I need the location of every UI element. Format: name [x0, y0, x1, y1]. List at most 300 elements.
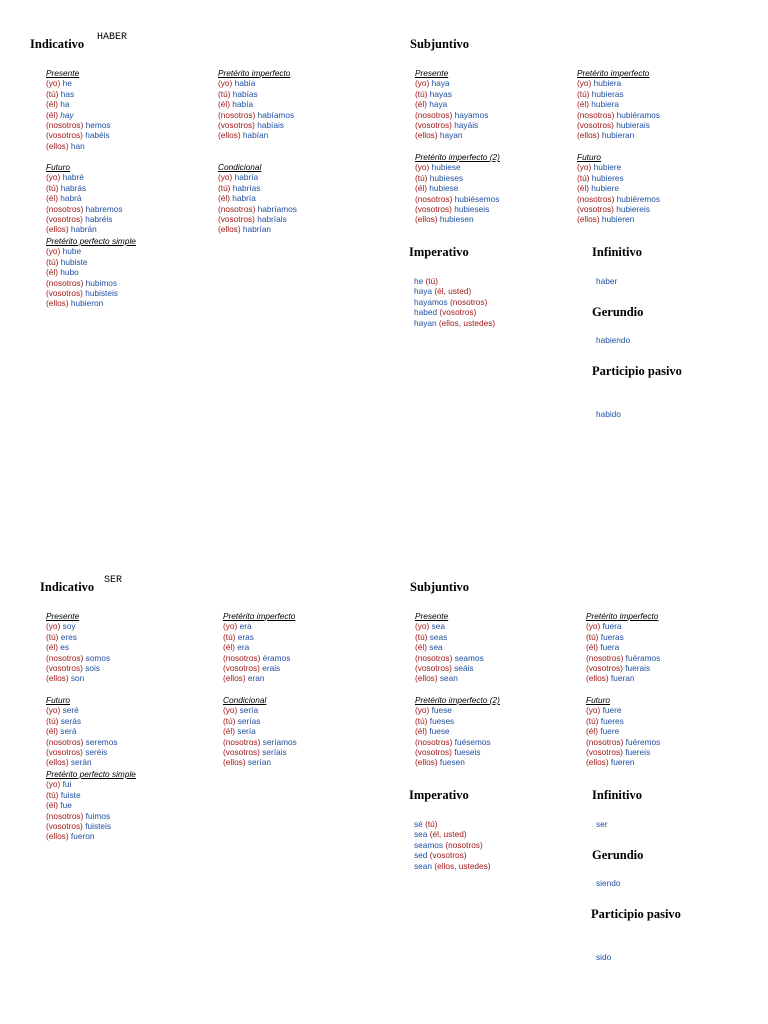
pronoun: (vosotros): [223, 747, 260, 758]
conjugation-row: [415, 214, 500, 224]
conjugation-row: [46, 673, 110, 683]
conjugation-row: [46, 800, 136, 810]
conjugation-row: [586, 632, 660, 642]
verb-form: ha: [60, 99, 70, 110]
pronoun: (yo): [46, 705, 61, 716]
tense-title: Pretérito perfecto simple: [46, 236, 136, 246]
verb-form: sea: [414, 829, 428, 840]
verb-form: hubierais: [616, 120, 650, 131]
infinitivo-heading: Infinitivo: [592, 788, 643, 802]
tense-title: Pretérito imperfecto: [223, 611, 296, 621]
verb-form: han: [70, 140, 85, 151]
conjugation-row: [577, 110, 660, 120]
verb-form: eran: [247, 673, 265, 684]
verb-form: fuera: [602, 621, 622, 632]
conj-block: [577, 152, 660, 225]
conjugation-row: [46, 821, 136, 831]
pronoun: (ellos): [46, 757, 69, 768]
conjugation-row: [46, 257, 136, 267]
conjugation-row: [46, 737, 118, 747]
conjugation-row: [415, 89, 488, 99]
conjugation-row: [46, 790, 136, 800]
pronoun: (ellos): [46, 673, 69, 684]
pronoun: (yo): [46, 78, 61, 89]
verb-form: fue: [60, 800, 72, 811]
conjugation-row: [577, 162, 660, 172]
verb-form: he: [414, 276, 424, 286]
pronoun: (vosotros): [429, 850, 467, 861]
verb-form: fueres: [600, 715, 624, 726]
verb-form: hubisteis: [85, 288, 118, 299]
tense-title: Futuro: [586, 695, 610, 705]
pronoun: (él): [46, 800, 58, 811]
verb-form: seríamos: [262, 736, 297, 747]
pronoun: (él): [577, 183, 589, 194]
imperativo-block: [414, 819, 491, 871]
pronoun: (yo): [46, 621, 61, 632]
tense-title: Pretérito imperfecto (2): [415, 152, 500, 162]
pronoun: (él): [415, 726, 427, 737]
conjugation-row: [46, 204, 123, 214]
pronoun: (tú): [46, 715, 59, 726]
pronoun: (yo): [415, 621, 430, 632]
verb-form: fui: [62, 779, 72, 790]
tense-title: Presente: [46, 68, 80, 78]
verb-form: habían: [242, 130, 269, 141]
conjugation-row: [415, 737, 500, 747]
verb-form: hubiésemos: [454, 193, 500, 204]
conj-block: [586, 695, 660, 768]
imperativo-row: [414, 297, 495, 307]
verb-form: haya: [431, 78, 450, 89]
conjugation-row: [223, 642, 295, 652]
verb-form: fueren: [610, 757, 635, 768]
conjugation-row: [46, 141, 111, 151]
conjugation-row: [577, 130, 660, 140]
conjugation-row: [46, 642, 110, 652]
pronoun: (vosotros): [586, 747, 623, 758]
verb-form: fuesen: [439, 757, 465, 768]
pronoun: (ellos): [223, 757, 246, 768]
pronoun: (tú): [46, 789, 59, 800]
pronoun: (yo): [415, 162, 430, 173]
conjugation-row: [415, 173, 500, 183]
conjugation-row: [586, 747, 660, 757]
imperativo-row: [414, 850, 491, 860]
conjugation-row: [46, 726, 118, 736]
conjugation-row: [46, 278, 136, 288]
pronoun: (él): [46, 726, 58, 737]
verb-form: eras: [237, 631, 254, 642]
pronoun: (tú): [425, 276, 438, 286]
verb-form: fuerais: [625, 663, 651, 674]
verb-form: somos: [85, 652, 111, 663]
verb-form: es: [60, 642, 70, 653]
conjugation-row: [223, 747, 297, 757]
conjugation-row: [46, 621, 110, 631]
conjugation-row: [415, 78, 488, 88]
verb-form: habíais: [257, 120, 284, 131]
verb-form: habrían: [242, 224, 272, 235]
pronoun: (tú): [46, 256, 59, 267]
pronoun: (vosotros): [218, 120, 255, 131]
verb-form: habría: [234, 172, 259, 183]
pronoun: (vosotros): [46, 130, 83, 141]
conjugation-row: [415, 120, 488, 130]
conjugation-row: [46, 214, 123, 224]
verb-form: seréis: [85, 747, 108, 758]
conj-block: [415, 68, 488, 141]
verb-form: hubieseis: [454, 204, 490, 215]
conjugation-row: [415, 757, 500, 767]
conjugation-row: [218, 89, 294, 99]
pronoun: (nosotros): [415, 193, 453, 204]
pronoun: (nosotros): [445, 839, 483, 850]
verb-form: sea: [429, 642, 443, 653]
tense-title: Futuro: [46, 162, 70, 172]
conjugation-row: [46, 705, 118, 715]
pronoun: (ellos): [415, 214, 438, 225]
conjugation-row: [46, 653, 110, 663]
imperativo-row: [414, 286, 495, 296]
conjugation-row: [218, 193, 297, 203]
verb-form: sean: [414, 860, 432, 871]
verb-form: fuisteis: [85, 821, 112, 832]
pronoun: (él): [586, 642, 598, 653]
conjugation-row: [218, 120, 294, 130]
conjugation-row: [586, 737, 660, 747]
verb-form: habéis: [85, 130, 110, 141]
pronoun: (ellos): [218, 130, 241, 141]
pronoun: (tú): [415, 88, 428, 99]
verb-form: habed: [414, 307, 438, 318]
verb-form: fueran: [610, 673, 635, 684]
conjugation-row: [415, 130, 488, 140]
conjugation-row: [46, 120, 111, 130]
verb-form: hubiera: [591, 99, 619, 110]
conjugation-row: [586, 716, 660, 726]
verb-form: hay: [60, 109, 74, 120]
verb-form: sé: [414, 819, 423, 829]
verb-form: habrás: [60, 182, 87, 193]
pronoun: (vosotros): [586, 663, 623, 674]
conjugation-row: [218, 183, 297, 193]
tense-title: Presente: [415, 68, 449, 78]
pronoun: (vosotros): [46, 747, 83, 758]
participio-heading: Participio pasivo: [592, 364, 682, 378]
pronoun: (vosotros): [415, 204, 452, 215]
conjugation-row: [223, 726, 297, 736]
pronoun: (ellos): [577, 214, 600, 225]
pronoun: (yo): [586, 621, 601, 632]
infinitivo-value: haber: [596, 276, 618, 286]
pronoun: (él, usted): [429, 829, 467, 840]
pronoun: (nosotros): [586, 736, 624, 747]
pronoun: (ellos, ustedes): [438, 317, 496, 328]
pronoun: (tú): [586, 715, 599, 726]
conj-block: [586, 611, 660, 684]
verb-form: fuésemos: [454, 736, 491, 747]
pronoun: (tú): [415, 172, 428, 183]
pronoun: (nosotros): [46, 810, 84, 821]
verb-form: seré: [62, 705, 79, 716]
verb-form: hubiera: [593, 78, 622, 89]
pronoun: (él): [46, 267, 58, 278]
conj-block: [46, 236, 136, 309]
pronoun: (él, usted): [434, 286, 472, 297]
verb-form: hubieron: [70, 298, 104, 309]
participio-value: sido: [596, 952, 612, 962]
pronoun: (ellos): [415, 673, 438, 684]
verb-form: era: [237, 642, 250, 653]
conjugation-row: [577, 204, 660, 214]
verb-form: hubiesen: [439, 214, 474, 225]
conjugation-row: [415, 183, 500, 193]
conjugation-row: [46, 193, 123, 203]
pronoun: (nosotros): [46, 203, 84, 214]
pronoun: (él): [223, 726, 235, 737]
pronoun: (tú): [218, 182, 231, 193]
pronoun: (tú): [46, 88, 59, 99]
conj-block: [223, 695, 297, 768]
pronoun: (ellos): [415, 757, 438, 768]
conjugation-row: [415, 716, 500, 726]
conjugation-row: [577, 120, 660, 130]
subjuntivo-heading: Subjuntivo: [410, 580, 470, 594]
pronoun: (vosotros): [46, 214, 83, 225]
conjugation-row: [586, 726, 660, 736]
verb-form: soy: [62, 621, 76, 632]
tense-title: Presente: [415, 611, 449, 621]
pronoun: (ellos): [577, 130, 600, 141]
tense-title: Condicional: [223, 695, 267, 705]
verb-form: serán: [70, 757, 92, 768]
gerundio-heading: Gerundio: [592, 848, 644, 862]
pronoun: (ellos): [46, 831, 69, 842]
pronoun: (él): [223, 642, 235, 653]
conjugation-row: [223, 737, 297, 747]
conjugation-row: [218, 214, 297, 224]
conj-block: [46, 68, 111, 151]
pronoun: (tú): [223, 715, 236, 726]
verb-form: sois: [85, 663, 100, 674]
conjugation-row: [415, 673, 484, 683]
pronoun: (él): [46, 109, 58, 120]
pronoun: (nosotros): [449, 296, 488, 307]
conjugation-row: [577, 89, 660, 99]
pronoun: (yo): [46, 246, 61, 257]
tense-title: Pretérito perfecto simple: [46, 769, 136, 779]
verb-form: fuéramos: [625, 652, 661, 663]
conjugation-row: [46, 831, 136, 841]
pronoun: (ellos): [46, 298, 69, 309]
verb-form: serían: [247, 757, 271, 768]
gerundio-value: habiendo: [596, 335, 631, 345]
verb-form: habríamos: [257, 203, 297, 214]
verb-form: fuéremos: [625, 736, 661, 747]
conjugation-row: [415, 642, 484, 652]
pronoun: (él): [46, 99, 58, 110]
conjugation-row: [586, 642, 660, 652]
conjugation-row: [218, 204, 297, 214]
pronoun: (tú): [218, 88, 231, 99]
infinitivo-value: ser: [596, 819, 608, 829]
verb-form: habrá: [60, 193, 82, 204]
conjugation-row: [415, 747, 500, 757]
verb-form: habíamos: [257, 109, 295, 120]
verb-form: hubieses: [429, 172, 463, 183]
conj-block: [46, 769, 136, 842]
verb-form: será: [60, 726, 77, 737]
imperativo-row: [414, 840, 491, 850]
conjugation-row: [46, 89, 111, 99]
imperativo-row: [414, 276, 495, 286]
verb-form: hubieras: [591, 88, 624, 99]
verb-form: había: [234, 78, 256, 89]
verb-form: hubiéremos: [616, 193, 661, 204]
conjugation-row: [415, 621, 484, 631]
pronoun: (nosotros): [218, 203, 256, 214]
pronoun: (nosotros): [415, 652, 453, 663]
pronoun: (vosotros): [577, 120, 614, 131]
verb-title: SER: [104, 575, 123, 586]
pronoun: (él): [415, 99, 427, 110]
conjugation-row: [218, 130, 294, 140]
verb-form: fueses: [429, 715, 455, 726]
pronoun: (yo): [223, 705, 238, 716]
pronoun: (nosotros): [223, 652, 261, 663]
conjugation-row: [223, 653, 295, 663]
verb-form: hubiere: [593, 162, 622, 173]
verb-form: hubiéramos: [616, 109, 661, 120]
pronoun: (vosotros): [415, 747, 452, 758]
conjugation-row: [46, 779, 136, 789]
pronoun: (yo): [577, 162, 592, 173]
conjugation-row: [577, 183, 660, 193]
conj-block: [415, 695, 500, 768]
verb-form: seremos: [85, 736, 118, 747]
verb-form: hubiese: [431, 162, 461, 173]
verb-form: fuese: [429, 726, 450, 737]
pronoun: (yo): [46, 779, 61, 790]
pronoun: (nosotros): [46, 120, 84, 131]
pronoun: (nosotros): [46, 277, 84, 288]
conjugation-row: [577, 194, 660, 204]
verb-form: hubiese: [429, 183, 459, 194]
conjugation-row: [218, 110, 294, 120]
pronoun: (tú): [577, 172, 590, 183]
conjugation-row: [223, 621, 295, 631]
conjugation-row: [223, 673, 295, 683]
conjugation-row: [46, 747, 118, 757]
verb-form: haya: [414, 286, 432, 297]
verb-form: sed: [414, 850, 428, 861]
verb-form: seáis: [454, 663, 474, 674]
conjugation-row: [415, 705, 500, 715]
verb-form: hayas: [429, 88, 452, 99]
verb-form: fueseis: [454, 747, 481, 758]
tense-title: Presente: [46, 611, 80, 621]
verb-form: habrías: [232, 182, 261, 193]
verb-form: son: [70, 673, 85, 684]
imperativo-row: [414, 861, 491, 871]
tense-title: Futuro: [46, 695, 70, 705]
conj-block: [218, 162, 297, 235]
pronoun: (él): [586, 726, 598, 737]
verb-form: seas: [429, 631, 448, 642]
pronoun: (nosotros): [577, 109, 615, 120]
pronoun: (él): [46, 642, 58, 653]
conjugation-row: [223, 716, 297, 726]
participio-value: habido: [596, 409, 621, 419]
pronoun: (yo): [415, 78, 430, 89]
pronoun: (él): [577, 99, 589, 110]
pronoun: (nosotros): [586, 652, 624, 663]
verb-form: fuimos: [85, 810, 111, 821]
imperativo-heading: Imperativo: [409, 788, 469, 802]
verb-form: fueras: [600, 631, 624, 642]
pronoun: (vosotros): [415, 663, 452, 674]
pronoun: (tú): [223, 631, 236, 642]
verb-form: he: [62, 78, 72, 89]
pronoun: (tú): [586, 631, 599, 642]
conjugation-row: [223, 632, 295, 642]
conjugation-row: [46, 172, 123, 182]
imperativo-row: [414, 829, 491, 839]
pronoun: (él): [46, 193, 58, 204]
tense-title: Condicional: [218, 162, 262, 172]
pronoun: (tú): [415, 715, 428, 726]
conjugation-row: [46, 246, 136, 256]
pronoun: (yo): [577, 78, 592, 89]
subjuntivo-heading: Subjuntivo: [410, 37, 470, 51]
conj-block: [415, 152, 500, 225]
pronoun: (él): [415, 183, 427, 194]
conjugation-row: [586, 757, 660, 767]
conj-block: [218, 68, 294, 141]
pronoun: (él): [415, 642, 427, 653]
conjugation-row: [415, 194, 500, 204]
pronoun: (nosotros): [223, 736, 261, 747]
pronoun: (ellos): [46, 224, 69, 235]
verb-form: eres: [60, 631, 77, 642]
gerundio-heading: Gerundio: [592, 305, 644, 319]
pronoun: (nosotros): [46, 652, 84, 663]
conj-block: [415, 611, 484, 684]
conj-block: [46, 611, 110, 684]
verb-form: éramos: [262, 652, 291, 663]
conjugation-row: [46, 288, 136, 298]
verb-form: hayáis: [454, 120, 479, 131]
verb-form: hubieres: [591, 172, 624, 183]
conjugation-row: [415, 99, 488, 109]
infinitivo-heading: Infinitivo: [592, 245, 643, 259]
conjugation-row: [46, 811, 136, 821]
pronoun: (ellos): [218, 224, 241, 235]
pronoun: (vosotros): [46, 288, 83, 299]
imperativo-row: [414, 819, 491, 829]
pronoun: (nosotros): [218, 109, 256, 120]
pronoun: (ellos): [586, 673, 609, 684]
pronoun: (vosotros): [439, 307, 477, 318]
conjugation-row: [46, 716, 118, 726]
pronoun: (tú): [46, 182, 59, 193]
verb-form: hubiste: [60, 256, 88, 267]
verb-form: fuere: [600, 726, 620, 737]
conjugation-row: [577, 99, 660, 109]
gerundio-value: siendo: [596, 878, 621, 888]
verb-form: hube: [62, 246, 82, 257]
